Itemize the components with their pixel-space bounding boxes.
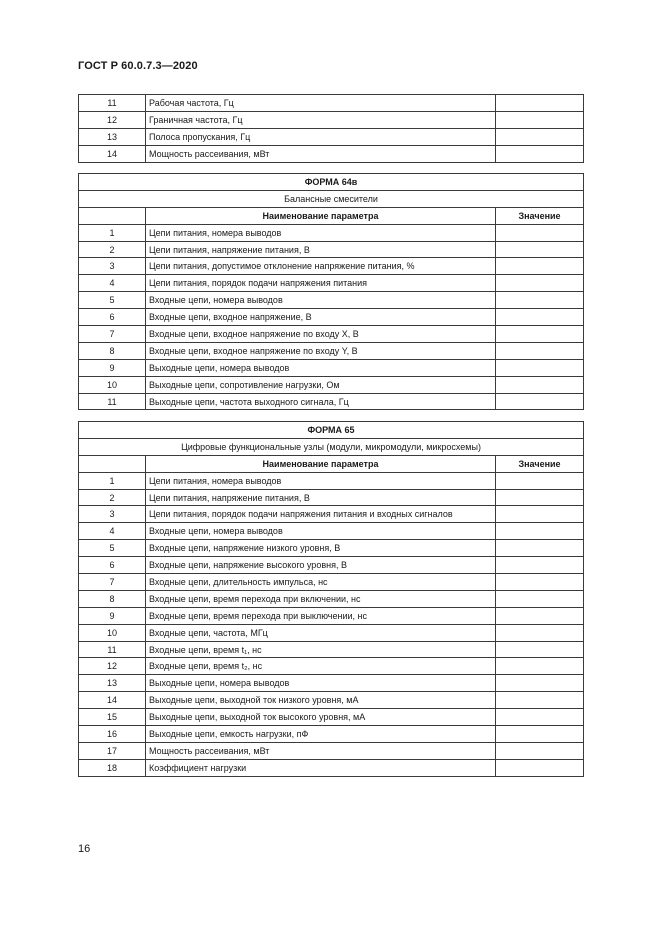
parameter-value-cell (496, 523, 584, 540)
parameter-value-cell (496, 359, 584, 376)
parameter-value-cell (496, 145, 584, 162)
table-row (79, 523, 584, 540)
parameter-value-cell (496, 506, 584, 523)
parameter-value-cell (496, 574, 584, 591)
row-number-cell: 2 (79, 241, 146, 258)
table-row (79, 692, 584, 709)
parameter-name-cell: Мощность рассеивания, мВт (146, 742, 496, 759)
parameter-name-cell: Входные цепи, время t₁, нс (146, 641, 496, 658)
parameter-name-cell: Цепи питания, номера выводов (146, 224, 496, 241)
row-number-cell: 16 (79, 726, 146, 743)
parameter-name-cell: Входные цепи, напряжение низкого уровня, В (146, 540, 496, 557)
table-row (79, 472, 584, 489)
header-num-cell (79, 455, 146, 472)
parameter-value-cell (496, 342, 584, 359)
parameter-name-cell: Входные цепи, номера выводов (146, 292, 496, 309)
column-header-value: Значение (496, 207, 584, 224)
form-title: ФОРМА 65 (79, 422, 584, 439)
parameter-value-cell (496, 557, 584, 574)
table-row (79, 128, 584, 145)
row-number-cell: 17 (79, 742, 146, 759)
row-number-cell: 8 (79, 342, 146, 359)
table-row (79, 641, 584, 658)
table-row (79, 95, 584, 112)
table-row (79, 309, 584, 326)
table-row (79, 224, 584, 241)
table-row (79, 675, 584, 692)
document-header: ГОСТ Р 60.0.7.3—2020 (78, 60, 198, 72)
row-number-cell: 6 (79, 557, 146, 574)
parameter-name-cell: Выходные цепи, сопротивление нагрузки, Ом (146, 376, 496, 393)
parameter-name-cell: Цепи питания, порядок подачи напряжения питания (146, 275, 496, 292)
parameter-value-cell (496, 759, 584, 776)
row-number-cell: 8 (79, 590, 146, 607)
table-row (79, 709, 584, 726)
table-row (79, 342, 584, 359)
row-number-cell: 6 (79, 309, 146, 326)
form-title: ФОРМА 64в (79, 174, 584, 191)
table-row (79, 258, 584, 275)
form-subtitle: Цифровые функциональные узлы (модули, микромодули, микросхемы) (79, 438, 584, 455)
table-row (79, 326, 584, 343)
row-number-cell: 9 (79, 359, 146, 376)
parameter-name-cell: Входные цепи, входное напряжение по входу X, В (146, 326, 496, 343)
parameter-name-cell: Входные цепи, напряжение высокого уровня, В (146, 557, 496, 574)
parameter-value-cell (496, 624, 584, 641)
table-row (79, 506, 584, 523)
parameter-value-cell (496, 540, 584, 557)
row-number-cell: 2 (79, 489, 146, 506)
parameter-name-cell: Входные цепи, номера выводов (146, 523, 496, 540)
parameter-value-cell (496, 95, 584, 112)
parameter-value-cell (496, 709, 584, 726)
table-row (79, 607, 584, 624)
table-continuation (78, 94, 584, 163)
parameter-value-cell (496, 292, 584, 309)
column-header-name: Наименование параметра (146, 207, 496, 224)
parameter-name-cell: Граничная частота, Гц (146, 111, 496, 128)
column-header-name: Наименование параметра (146, 455, 496, 472)
parameter-name-cell: Входные цепи, длительность импульса, нс (146, 574, 496, 591)
form-65-table (78, 421, 584, 777)
parameter-name-cell: Цепи питания, номера выводов (146, 472, 496, 489)
header-num-cell (79, 207, 146, 224)
parameter-name-cell: Рабочая частота, Гц (146, 95, 496, 112)
parameter-value-cell (496, 241, 584, 258)
parameter-value-cell (496, 275, 584, 292)
row-number-cell: 1 (79, 472, 146, 489)
parameter-value-cell (496, 111, 584, 128)
parameter-value-cell (496, 641, 584, 658)
table-row (79, 393, 584, 410)
row-number-cell: 9 (79, 607, 146, 624)
parameter-name-cell: Входные цепи, время t₂, нс (146, 658, 496, 675)
parameter-value-cell (496, 309, 584, 326)
row-number-cell: 12 (79, 658, 146, 675)
row-number-cell: 10 (79, 624, 146, 641)
parameter-name-cell: Выходные цепи, номера выводов (146, 359, 496, 376)
table-row (79, 759, 584, 776)
table-row (79, 540, 584, 557)
table-row (79, 726, 584, 743)
parameter-value-cell (496, 393, 584, 410)
parameter-name-cell: Цепи питания, напряжение питания, В (146, 241, 496, 258)
row-number-cell: 1 (79, 224, 146, 241)
parameter-value-cell (496, 376, 584, 393)
column-header-value: Значение (496, 455, 584, 472)
table-body (79, 472, 584, 776)
form-64v-table (78, 173, 584, 410)
parameter-name-cell: Цепи питания, напряжение питания, В (146, 489, 496, 506)
parameter-value-cell (496, 607, 584, 624)
parameter-value-cell (496, 128, 584, 145)
table-row (79, 742, 584, 759)
row-number-cell: 10 (79, 376, 146, 393)
parameter-value-cell (496, 472, 584, 489)
parameter-value-cell (496, 590, 584, 607)
parameter-name-cell: Входные цепи, время перехода при выключении, нс (146, 607, 496, 624)
table-row (79, 590, 584, 607)
parameter-name-cell: Входные цепи, частота, МГц (146, 624, 496, 641)
parameter-name-cell: Выходные цепи, выходной ток низкого уровня, мА (146, 692, 496, 709)
row-number-cell: 4 (79, 275, 146, 292)
row-number-cell: 18 (79, 759, 146, 776)
table-row (79, 574, 584, 591)
row-number-cell: 11 (79, 393, 146, 410)
parameter-value-cell (496, 489, 584, 506)
table-row (79, 145, 584, 162)
parameter-name-cell: Выходные цепи, номера выводов (146, 675, 496, 692)
parameter-name-cell: Входные цепи, время перехода при включении, нс (146, 590, 496, 607)
parameter-name-cell: Мощность рассеивания, мВт (146, 145, 496, 162)
table-body (79, 224, 584, 410)
parameter-value-cell (496, 675, 584, 692)
table-row (79, 111, 584, 128)
table-row (79, 292, 584, 309)
parameter-name-cell: Цепи питания, порядок подачи напряжения питания и входных сигналов (146, 506, 496, 523)
table-row (79, 275, 584, 292)
table-row (79, 359, 584, 376)
row-number-cell: 5 (79, 540, 146, 557)
parameter-name-cell: Полоса пропускания, Гц (146, 128, 496, 145)
row-number-cell: 3 (79, 258, 146, 275)
parameter-value-cell (496, 224, 584, 241)
parameter-name-cell: Выходные цепи, емкость нагрузки, пФ (146, 726, 496, 743)
row-number-cell: 7 (79, 574, 146, 591)
table-body (79, 95, 584, 163)
parameter-name-cell: Входные цепи, входное напряжение по входу Y, В (146, 342, 496, 359)
row-number-cell: 13 (79, 128, 146, 145)
row-number-cell: 4 (79, 523, 146, 540)
row-number-cell: 5 (79, 292, 146, 309)
parameter-value-cell (496, 658, 584, 675)
parameter-name-cell: Входные цепи, входное напряжение, В (146, 309, 496, 326)
row-number-cell: 7 (79, 326, 146, 343)
row-number-cell: 3 (79, 506, 146, 523)
table-row (79, 658, 584, 675)
row-number-cell: 12 (79, 111, 146, 128)
parameter-value-cell (496, 258, 584, 275)
form-subtitle: Балансные смесители (79, 190, 584, 207)
row-number-cell: 15 (79, 709, 146, 726)
row-number-cell: 14 (79, 692, 146, 709)
page-number: 16 (78, 843, 91, 855)
row-number-cell: 11 (79, 95, 146, 112)
parameter-name-cell: Цепи питания, допустимое отклонение напряжение питания, % (146, 258, 496, 275)
parameter-value-cell (496, 726, 584, 743)
table-row (79, 489, 584, 506)
row-number-cell: 11 (79, 641, 146, 658)
parameter-name-cell: Выходные цепи, частота выходного сигнала, Гц (146, 393, 496, 410)
row-number-cell: 14 (79, 145, 146, 162)
parameter-value-cell (496, 692, 584, 709)
parameter-value-cell (496, 742, 584, 759)
table-row (79, 376, 584, 393)
parameter-name-cell: Коэффициент нагрузки (146, 759, 496, 776)
table-row (79, 557, 584, 574)
parameter-value-cell (496, 326, 584, 343)
table-row (79, 241, 584, 258)
row-number-cell: 13 (79, 675, 146, 692)
table-row (79, 624, 584, 641)
parameter-name-cell: Выходные цепи, выходной ток высокого уровня, мА (146, 709, 496, 726)
